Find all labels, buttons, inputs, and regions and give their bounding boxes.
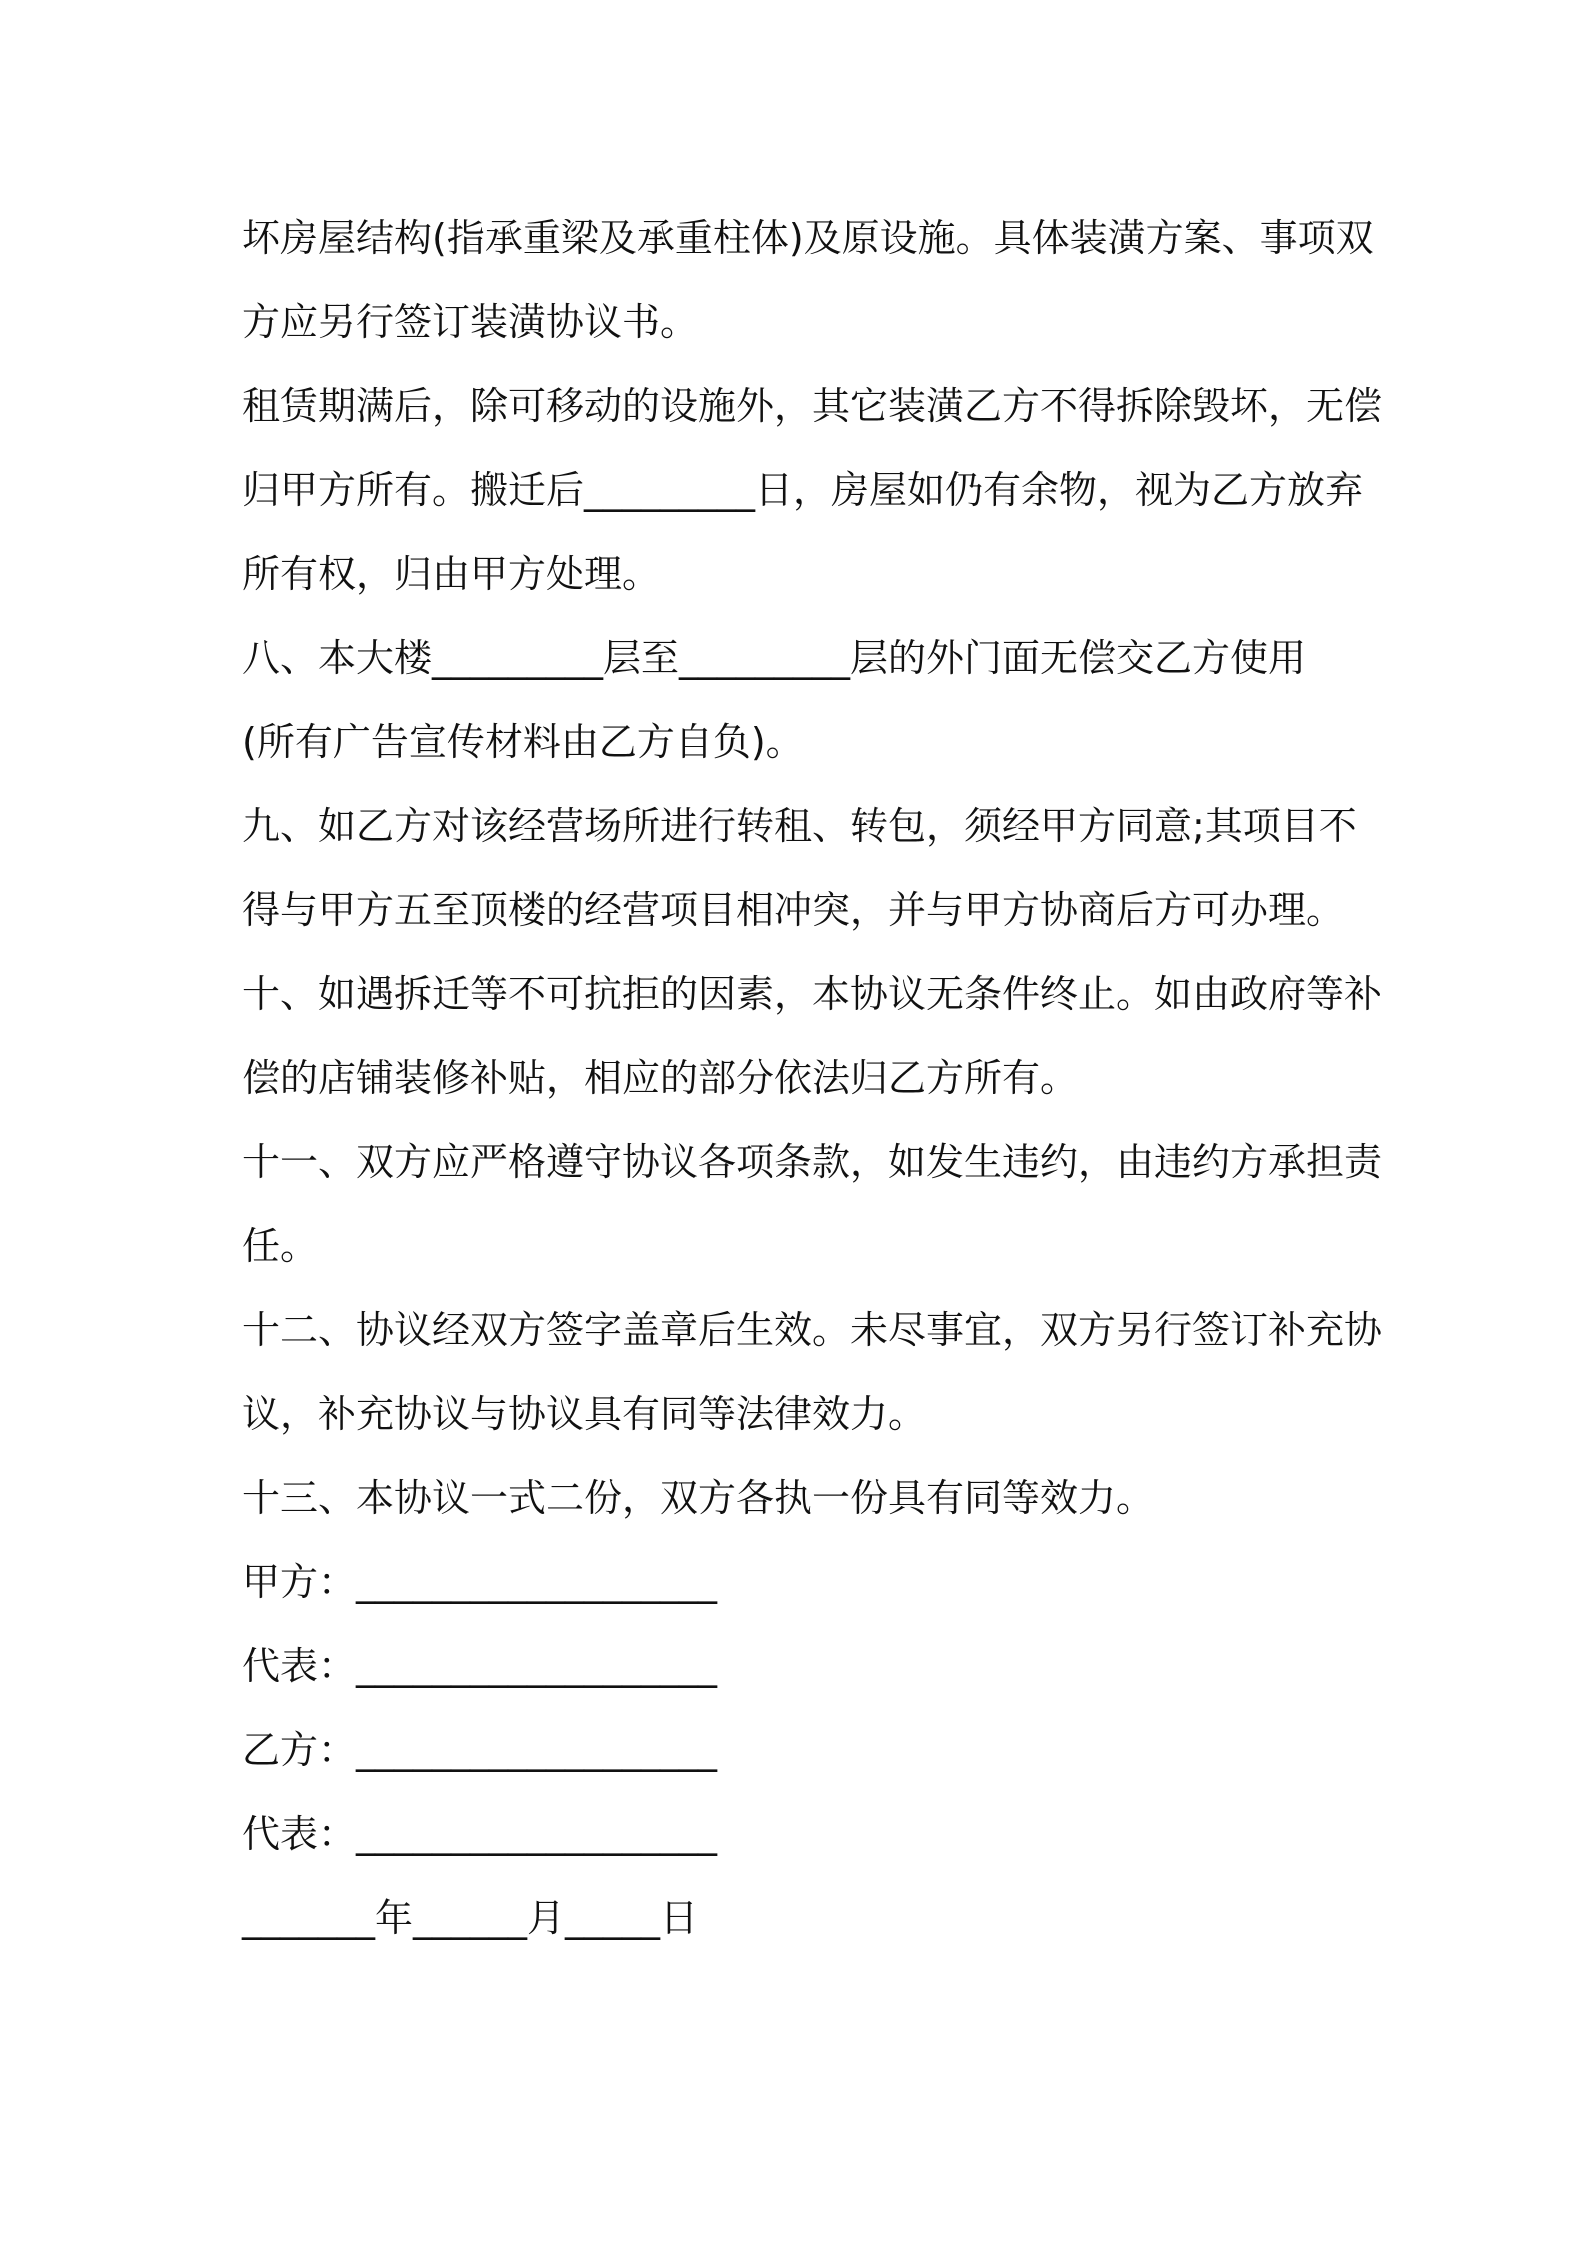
text-line: 归甲方所有。搬迁后_________日，房屋如仍有余物，视为乙方放弃 [242,468,1364,512]
text-line: 坏房屋结构(指承重梁及承重柱体)及原设施。具体装潢方案、事项双 [242,216,1374,260]
text-line: 议，补充协议与协议具有同等法律效力。 [242,1392,927,1436]
text-line: 方应另行签订装潢协议书。 [242,300,699,344]
clause-8-line: 八、本大楼_________层至_________层的外门面无偿交乙方使用 [242,636,1307,680]
party-a-representative-line: 代表：___________________ [242,1644,718,1688]
party-b-signature-line: 乙方：___________________ [242,1728,718,1772]
document-body [242,196,1383,1960]
clause-11-line: 十一、双方应严格遵守协议各项条款，如发生违约，由违约方承担责 [242,1140,1383,1184]
party-b-representative-line: 代表：___________________ [242,1812,718,1856]
text-line: 任。 [242,1224,319,1268]
text-line: 所有权，归由甲方处理。 [242,552,661,596]
text-line: 租赁期满后，除可移动的设施外，其它装潢乙方不得拆除毁坏，无偿 [242,384,1383,428]
text-line: 得与甲方五至顶楼的经营项目相冲突，并与甲方协商后方可办理。 [242,888,1345,932]
text-line: 偿的店铺装修补贴，相应的部分依法归乙方所有。 [242,1056,1079,1100]
clause-13-line: 十三、本协议一式二份，双方各执一份具有同等效力。 [242,1476,1155,1520]
clause-12-line: 十二、协议经双方签字盖章后生效。未尽事宜，双方另行签订补充协 [242,1308,1383,1352]
date-line: _______年______月_____日 [242,1896,699,1940]
clause-10-line: 十、如遇拆迁等不可抗拒的因素，本协议无条件终止。如由政府等补 [242,972,1383,1016]
party-a-signature-line: 甲方：___________________ [242,1560,718,1604]
text-line: (所有广告宣传材料由乙方自负)。 [242,720,804,764]
clause-9-line: 九、如乙方对该经营场所进行转租、转包，须经甲方同意;其项目不 [242,804,1357,848]
